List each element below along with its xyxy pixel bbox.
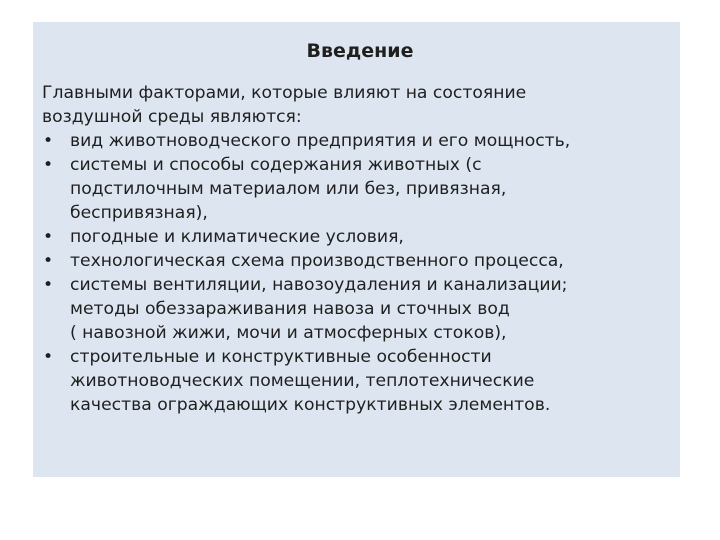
intro-paragraph — [42, 81, 672, 129]
list-item — [42, 153, 672, 225]
list-item-line: вид животноводческого предприятия и его мощность, — [70, 131, 571, 151]
list-item — [42, 249, 672, 273]
bullet-icon: • — [43, 155, 54, 175]
bullet-icon: • — [43, 275, 54, 295]
bullet-icon: • — [43, 131, 54, 151]
list-item-line: системы и способы содержания животных (с — [70, 155, 482, 175]
list-item-line: методы обеззараживания навоза и сточных вод — [70, 299, 510, 319]
bullet-icon: • — [43, 347, 54, 367]
list-item-line: беспривязная), — [70, 203, 208, 223]
list-item — [42, 225, 672, 249]
slide-title: Введение — [306, 40, 414, 62]
list-item-line: системы вентиляции, навозоудаления и канализации; — [70, 275, 568, 295]
list-item-line: погодные и климатические условия, — [70, 227, 404, 247]
list-item-line: строительные и конструктивные особенности — [70, 347, 492, 367]
intro-line: Главными факторами, которые влияют на состояние — [42, 83, 527, 103]
list-item-line: подстилочным материалом или без, привязная, — [70, 179, 507, 199]
bullet-icon: • — [43, 227, 54, 247]
list-item — [42, 345, 672, 417]
intro-line: воздушной среды являются: — [42, 107, 302, 127]
slide-body — [42, 81, 672, 417]
list-item-line: животноводческих помещении, теплотехнические — [70, 371, 535, 391]
list-item — [42, 273, 672, 345]
list-item-line: ( навозной жижи, мочи и атмосферных стоков), — [70, 323, 507, 343]
bullet-icon: • — [43, 251, 54, 271]
factor-list — [42, 129, 672, 417]
list-item-line: технологическая схема производственного процесса, — [70, 251, 564, 271]
list-item-line: качества ограждающих конструктивных элементов. — [70, 395, 551, 415]
list-item — [42, 129, 672, 153]
